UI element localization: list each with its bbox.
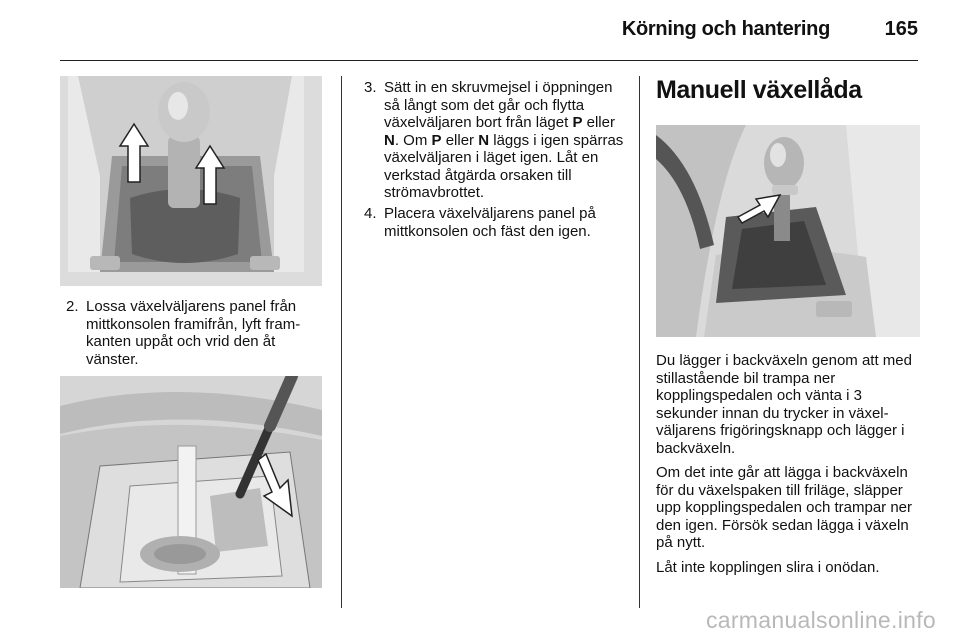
page-header <box>60 18 918 52</box>
watermark: carmanualsonline.info <box>705 607 936 633</box>
selector-lever-illustration <box>60 76 322 286</box>
manual-gearshift-illustration <box>656 125 920 337</box>
page-number: 165 <box>884 18 918 40</box>
section-heading: Manuell växellåda <box>656 76 862 104</box>
paragraph-reverse-gear: Du lägger i backväxeln genom att med stillastående bil trampa ner kopplingspedalen och vänta i 3 sekunder innan du trycker in växelväljarens frigöringsknapp och lägger i backväxeln. <box>656 352 912 457</box>
gear-n: N <box>478 131 490 149</box>
chapter-title: Körning och hantering <box>621 18 830 40</box>
screwdriver-illustration <box>60 376 322 588</box>
manual-gearshift-drawing <box>656 125 920 337</box>
gear-p: P <box>572 114 583 131</box>
step-number: 4. <box>364 205 377 222</box>
step-text: Placera växelväljarens panel på mittkonsolen och fäst den igen. <box>384 205 596 240</box>
selector-lever-drawing <box>60 76 322 286</box>
column-divider-left <box>341 76 342 608</box>
header-rule <box>60 60 918 61</box>
step-number: 2. <box>66 298 79 315</box>
paragraph-reverse-retry: Om det inte går att lägga i backväxeln för du växelspaken till friläge, släpper upp kopplingspedalen och trampar ner den igen. Försök sedan lägga i växeln på nytt. <box>656 464 913 551</box>
step-text: Sätt in en skruvmejsel i öppningen så långt som det går och flytta växelväljaren bort från läget P eller N. Om P eller N läggs i igen spärras växelväljaren i läget igen. Låt en verkstad åtgärda orsaken till strömavbrottet. <box>384 79 624 201</box>
gear-n: N <box>384 131 395 149</box>
step-text: Lossa växelväljarens panel från mittkonsolen framifrån, lyft framkanten uppåt och vrid den åt vänster. <box>86 298 301 368</box>
step-number: 3. <box>364 79 377 96</box>
paragraph-clutch-warning: Låt inte kopplingen slira i onödan. <box>656 559 880 576</box>
column-divider-right <box>639 76 640 608</box>
gear-p: P <box>431 131 442 149</box>
screwdriver-drawing <box>60 376 322 588</box>
